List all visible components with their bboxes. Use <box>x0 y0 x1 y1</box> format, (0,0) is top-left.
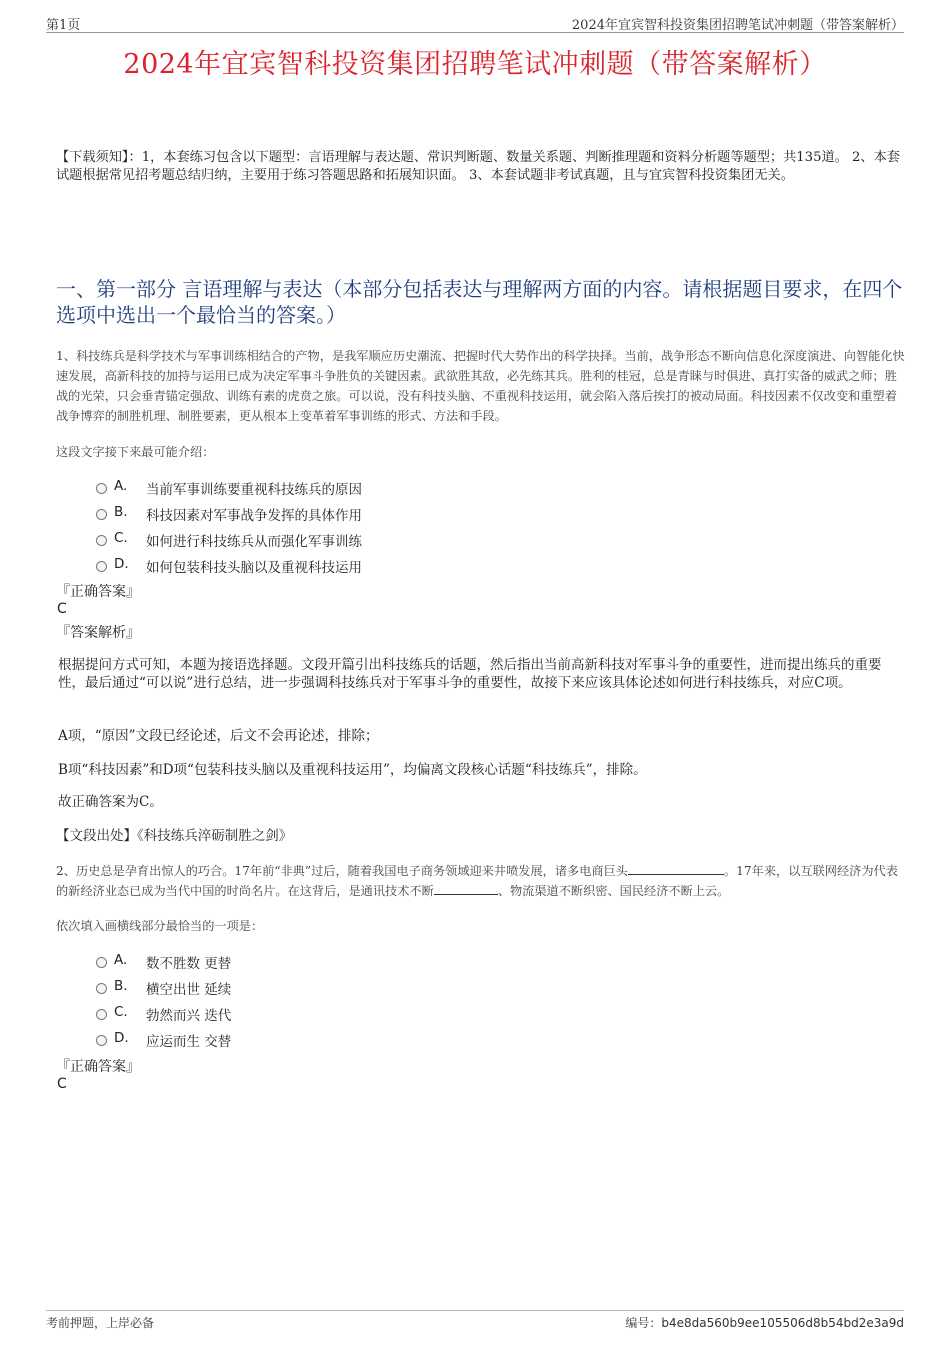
option-text: 如何进行科技练兵从而强化军事训练 <box>146 534 362 550</box>
option-b[interactable] <box>96 976 796 1002</box>
option-text: 如何包装科技头脑以及重视科技运用 <box>146 560 362 576</box>
option-d[interactable] <box>96 554 796 580</box>
question-2-text-part: 、物流渠道不断织密、国民经济不断上云。 <box>497 884 730 898</box>
option-c[interactable] <box>96 1002 796 1028</box>
answer-label: 『正确答案』 <box>56 1059 140 1075</box>
option-letter: B. <box>114 504 128 520</box>
page-number: 第1页 <box>46 18 81 33</box>
option-a[interactable] <box>96 476 796 502</box>
question-1-prompt: 这段文字接下来最可能介绍： <box>56 445 215 459</box>
page-header <box>46 10 904 33</box>
question-1-options <box>96 476 796 580</box>
question-2-text-part: 2、历史总是孕育出惊人的巧合。17年前“非典”过后，随着我国电子商务领域迎来井喷发展，诸多电商巨头 <box>56 864 628 878</box>
option-letter: A. <box>114 478 128 494</box>
footer-divider <box>46 1310 904 1311</box>
radio-icon[interactable] <box>96 957 107 968</box>
footer-code-value: b4e8da560b9ee105506d8b54bd2e3a9d <box>661 1316 904 1330</box>
option-c[interactable] <box>96 528 796 554</box>
question-2-options <box>96 950 796 1054</box>
footer-slogan: 考前押题，上岸必备 <box>46 1316 155 1330</box>
option-letter: B. <box>114 978 128 994</box>
option-letter: A. <box>114 952 128 968</box>
download-notice: 【下载须知】：1，本套练习包含以下题型：言语理解与表达题、常识判断题、数量关系题、判断推理题和资料分析题等题型；共135道。 2、本套试题根据常见招考题总结归纳，主要用于练习答题思路和拓展知识面。 3、本套试题非考试真题，且与宜宾智科投资集团无关。 <box>56 150 900 183</box>
answer-label: 『正确答案』 <box>56 584 140 600</box>
section-heading: 一、第一部分 言语理解与表达（本部分包括表达与理解两方面的内容。请根据题目要求，在四个选项中选出一个最恰当的答案。） <box>56 277 903 327</box>
answer-value: C <box>57 1076 67 1092</box>
option-text: 科技因素对军事战争发挥的具体作用 <box>146 508 362 524</box>
option-b[interactable] <box>96 502 796 528</box>
option-letter: D. <box>114 1030 129 1046</box>
answer-value: C <box>57 601 67 617</box>
radio-icon[interactable] <box>96 483 107 494</box>
question-2-text-part: 。17年来，以互联网经济为代表的新经济业态已成为当代中国的时尚名片。在这背后，是通讯技术不断 <box>56 864 898 898</box>
question-2-text <box>56 861 906 901</box>
option-text: 横空出世 延续 <box>146 982 232 998</box>
radio-icon[interactable] <box>96 509 107 520</box>
document-title: 2024年宜宾智科投资集团招聘笔试冲刺题（带答案解析） <box>123 49 827 80</box>
explanation-conclusion: 故正确答案为C。 <box>58 794 163 810</box>
radio-icon[interactable] <box>96 1035 107 1046</box>
explanation-paragraph: B项“科技因素”和D项“包装科技头脑以及重视科技运用”，均偏离文段核心话题“科技练兵”，排除。 <box>58 762 647 778</box>
source-citation: 【文段出处】《科技练兵淬砺制胜之剑》 <box>56 828 293 844</box>
footer-code <box>625 1314 904 1331</box>
question-2-prompt: 依次填入画横线部分最恰当的一项是： <box>56 919 264 933</box>
fill-blank <box>434 882 498 895</box>
option-text: 数不胜数 更替 <box>146 956 232 972</box>
option-letter: D. <box>114 556 129 572</box>
option-letter: C. <box>114 530 128 546</box>
fill-blank <box>628 862 724 875</box>
option-d[interactable] <box>96 1028 796 1054</box>
option-letter: C. <box>114 1004 128 1020</box>
option-text: 勃然而兴 迭代 <box>146 1008 232 1024</box>
question-1-text: 1、科技练兵是科学技术与军事训练相结合的产物，是我军顺应历史潮流、把握时代大势作出的科学抉择。当前，战争形态不断向信息化深度演进、向智能化快速发展，高新科技的加持与运用已成为决定军事斗争胜负的关键因素。武欲胜其敌，必先练其兵。胜利的桂冠，总是青睐与时俱进、真打实备的威武之师；胜战的光荣，只会垂青锚定强敌、训练有素的虎贲之旅。可以说，没有科技头脑、不重视科技运用，就会陷入落后挨打的被动局面。科技因素不仅改变和重塑着战争博弈的制胜机理、制胜要素，更从根本上变革着军事训练的形式、方法和手段。 <box>56 349 905 423</box>
radio-icon[interactable] <box>96 1009 107 1020</box>
option-text: 应运而生 交替 <box>146 1034 232 1050</box>
footer-code-label: 编号： <box>625 1316 662 1330</box>
explanation-paragraph: A项，“原因”文段已经论述，后文不会再论述，排除； <box>58 728 379 744</box>
radio-icon[interactable] <box>96 561 107 572</box>
header-doc-title: 2024年宜宾智科投资集团招聘笔试冲刺题（带答案解析） <box>571 18 904 33</box>
explanation-paragraph: 根据提问方式可知，本题为接语选择题。文段开篇引出科技练兵的话题，然后指出当前高新科技对军事斗争的重要性，进而提出练兵的重要性，最后通过“可以说”进行总结，进一步强调科技练兵对于军事斗争的重要性，故接下来应该具体论述如何进行科技练兵，对应C项。 <box>58 657 882 691</box>
option-a[interactable] <box>96 950 796 976</box>
radio-icon[interactable] <box>96 983 107 994</box>
option-text: 当前军事训练要重视科技练兵的原因 <box>146 482 362 498</box>
radio-icon[interactable] <box>96 535 107 546</box>
explanation-label: 『答案解析』 <box>56 625 140 641</box>
